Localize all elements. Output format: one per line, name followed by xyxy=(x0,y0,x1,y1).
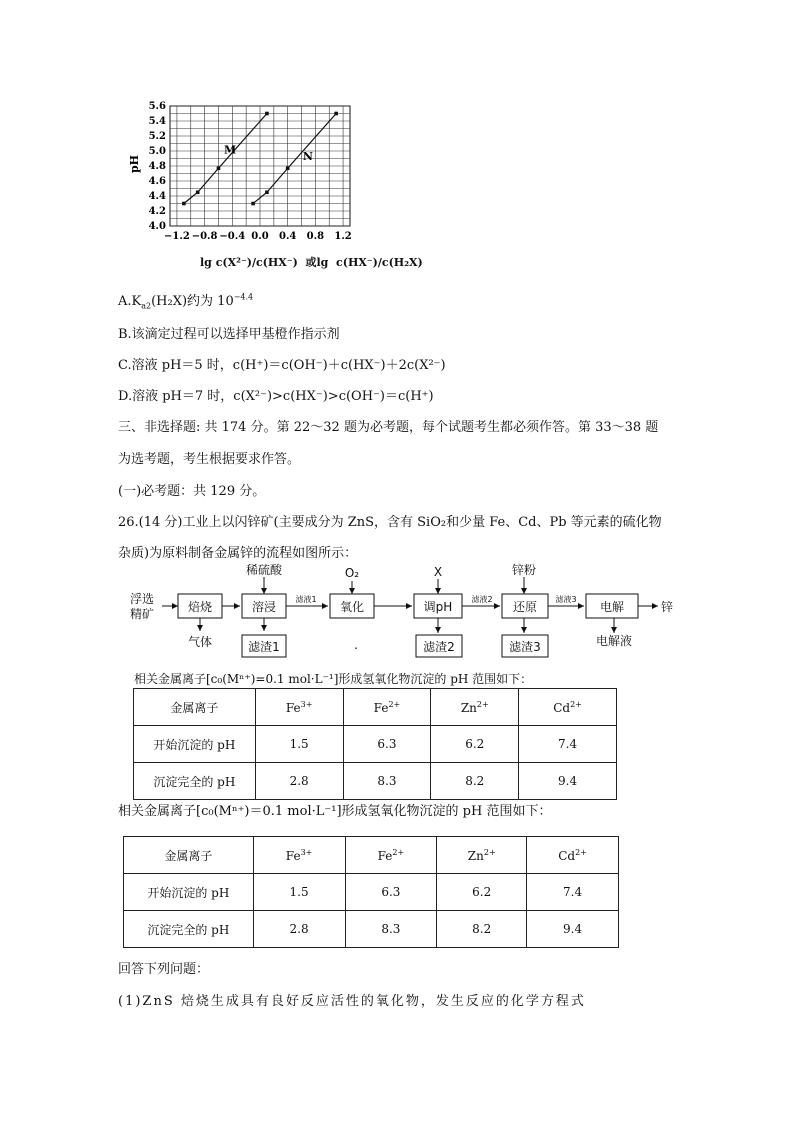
header-cell xyxy=(345,837,437,874)
header-cell xyxy=(253,837,345,874)
x-tick-label: −0.4 xyxy=(219,231,246,242)
curve-label-m: M xyxy=(224,143,237,157)
table-row xyxy=(124,874,619,911)
flow-residue-1: 滤渣1 xyxy=(248,640,280,654)
data-point-m xyxy=(182,202,186,206)
flow-box-leach: 溶浸 xyxy=(251,600,277,614)
option-a-sub: a2 xyxy=(141,301,152,311)
chart-xlabel-or: 或lg xyxy=(305,256,329,269)
data-point-m xyxy=(265,112,269,116)
data-point-m xyxy=(196,190,200,194)
table-cell: 6.3 xyxy=(343,726,431,763)
table-cell: 沉淀完全的 pH xyxy=(134,763,256,800)
x-tick-label: −1.2 xyxy=(164,231,190,242)
ion-label: Cd xyxy=(553,700,571,715)
chart-ylabel: pH xyxy=(128,154,141,174)
x-tick-label: 0.4 xyxy=(278,231,297,242)
header-cell xyxy=(343,689,431,726)
chart-xlabel-right: c(HX⁻)/c(H₂X) xyxy=(336,256,423,269)
option-a-prefix: A.K xyxy=(118,294,142,309)
flow-box-roast: 焙烧 xyxy=(187,600,213,614)
y-tick-label: 4.4 xyxy=(148,191,166,202)
section-line-3: (一)必考题：共 129 分。 xyxy=(118,484,266,499)
table-row xyxy=(134,763,617,800)
header-cell xyxy=(527,837,619,874)
y-tick-label: 5.6 xyxy=(148,101,166,112)
flow-start-2: 精矿 xyxy=(130,607,155,621)
x-tick-label: 0.0 xyxy=(251,231,269,242)
ion-charge: 2+ xyxy=(392,847,405,857)
header-cell xyxy=(437,837,527,874)
table-cell: 沉淀完全的 pH xyxy=(124,911,254,948)
q26-line-1: 26.(14 分)工业上以闪锌矿(主要成分为 ZnS，含有 SiO₂和少量 Fe、Cd、Pb 等元素的硫化物 xyxy=(118,515,662,530)
header-label: 金属离子 xyxy=(164,848,213,863)
chart-xlabel-left: lg c(X²⁻)/c(HX⁻) xyxy=(200,256,298,269)
flow-box-adjust-ph: 调pH xyxy=(423,600,453,614)
option-a-exponent: −4.4 xyxy=(233,292,254,302)
flow-gas: 气体 xyxy=(187,635,213,649)
table-intro-2: 相关金属离子[c₀(Mⁿ⁺)＝0.1 mol·L⁻¹]形成氢氧化物沉淀的 pH 范围如下： xyxy=(118,804,552,819)
y-tick-label: 5.0 xyxy=(148,146,166,157)
header-cell xyxy=(431,689,519,726)
header-cell xyxy=(519,689,617,726)
table-header-row xyxy=(134,689,617,726)
y-tick-label: 4.2 xyxy=(148,206,166,217)
ion-label: Fe xyxy=(285,848,301,863)
y-tick-label: 5.2 xyxy=(148,131,166,142)
option-a xyxy=(118,290,253,311)
table-intro-1: 相关金属离子[c₀(Mⁿ⁺)=0.1 mol·L⁻¹]形成氢氧化物沉淀的 pH 范围如下： xyxy=(134,672,533,686)
ion-label: Zn xyxy=(460,700,477,715)
table-row xyxy=(124,911,619,948)
table-cell: 1.5 xyxy=(255,726,343,763)
header-label: 金属离子 xyxy=(170,700,219,715)
ph-table-2 xyxy=(123,836,619,948)
x-tick-label: 1.2 xyxy=(334,231,352,242)
flow-box-electrolysis: 电解 xyxy=(599,600,625,614)
flow-dot: . xyxy=(354,638,358,652)
ph-table-1 xyxy=(133,688,617,800)
ion-label: Fe xyxy=(373,700,389,715)
q26-line-2: 杂质)为原料制备金属锌的流程如图所示： xyxy=(118,546,358,561)
question-1: (1)ZnS 焙烧生成具有良好反应活性的氧化物，发生反应的化学方程式 xyxy=(118,994,586,1009)
ion-charge: 2+ xyxy=(476,699,489,709)
ion-charge: 2+ xyxy=(575,847,587,857)
table-cell: 9.4 xyxy=(527,911,619,948)
table-cell: 开始沉淀的 pH xyxy=(134,726,256,763)
data-point-n xyxy=(251,202,255,206)
table-cell: 6.2 xyxy=(431,726,519,763)
ion-charge: 2+ xyxy=(570,699,582,709)
answer-intro: 回答下列问题： xyxy=(118,962,210,977)
x-tick-label: −0.8 xyxy=(191,231,218,242)
x-tick-label: 0.8 xyxy=(306,231,325,242)
y-tick-label: 4.6 xyxy=(148,176,166,187)
data-point-n xyxy=(334,112,338,116)
table-cell: 8.2 xyxy=(437,911,527,948)
process-flowchart xyxy=(128,563,688,663)
flow-box-reduce: 还原 xyxy=(512,600,538,614)
data-point-n xyxy=(265,190,269,194)
table-cell: 8.3 xyxy=(343,763,431,800)
table-cell: 9.4 xyxy=(519,763,617,800)
option-c: C.溶液 pH＝5 时，c(H⁺)＝c(OH⁻)＋c(HX⁻)＋2c(X²⁻) xyxy=(118,358,446,373)
ion-label: Fe xyxy=(377,848,393,863)
ion-label: Cd xyxy=(558,848,576,863)
ion-charge: 2+ xyxy=(388,699,401,709)
option-a-text: (H₂X)约为 10 xyxy=(151,294,234,309)
flow-residue-3: 滤渣3 xyxy=(509,640,541,654)
flow-filtrate-2: 滤液2 xyxy=(471,595,493,604)
y-tick-label: 4.0 xyxy=(148,221,166,232)
flow-input-o2: O₂ xyxy=(344,566,360,580)
flow-filtrate-3: 滤液3 xyxy=(555,595,577,604)
header-cell xyxy=(134,689,256,726)
table-cell: 1.5 xyxy=(253,874,345,911)
chart-grid xyxy=(170,106,350,226)
flow-electrolyte: 电解液 xyxy=(595,634,633,648)
ion-label: Fe xyxy=(285,700,301,715)
table-cell: 7.4 xyxy=(519,726,617,763)
ion-label: Zn xyxy=(467,848,484,863)
flow-input-acid: 稀硫酸 xyxy=(245,563,283,577)
data-point-m xyxy=(217,166,221,170)
option-b: B.该滴定过程可以选择甲基橙作指示剂 xyxy=(118,327,340,342)
table-cell: 8.2 xyxy=(431,763,519,800)
table-cell: 6.3 xyxy=(345,874,437,911)
curve-label-n: N xyxy=(302,150,313,163)
table-cell: 6.2 xyxy=(437,874,527,911)
flow-residue-2: 滤渣2 xyxy=(423,640,455,654)
table-cell: 7.4 xyxy=(527,874,619,911)
ion-charge: 2+ xyxy=(483,847,496,857)
table-cell: 开始沉淀的 pH xyxy=(124,874,254,911)
table-cell: 8.3 xyxy=(345,911,437,948)
flow-filtrate-1: 滤液1 xyxy=(295,595,317,604)
table-cell: 2.8 xyxy=(255,763,343,800)
flow-box-oxidize: 氧化 xyxy=(339,600,365,614)
flow-input-zinc-powder: 锌粉 xyxy=(511,563,537,577)
flow-input-x: X xyxy=(433,565,443,579)
flow-start-1: 浮选 xyxy=(130,592,155,606)
chart-xlabel xyxy=(200,254,423,270)
ion-charge: 3+ xyxy=(300,847,313,857)
section-line-1: 三、非选择题: 共 174 分。第 22～32 题为必考题，每个试题考生都必须作答。第 33～38 题 xyxy=(118,420,659,435)
ion-charge: 3+ xyxy=(300,699,313,709)
y-tick-label: 4.8 xyxy=(148,161,166,172)
y-tick-label: 5.4 xyxy=(148,116,166,127)
flow-product: 锌 xyxy=(661,600,674,614)
data-point-n xyxy=(286,166,290,170)
table-cell: 2.8 xyxy=(253,911,345,948)
section-line-2: 为选考题，考生根据要求作答。 xyxy=(118,452,301,467)
header-cell xyxy=(124,837,254,874)
table-header-row xyxy=(124,837,619,874)
header-cell xyxy=(255,689,343,726)
option-d: D.溶液 pH＝7 时，c(X²⁻)>c(HX⁻)>c(OH⁻)＝c(H⁺) xyxy=(118,389,434,404)
table-row xyxy=(134,726,617,763)
